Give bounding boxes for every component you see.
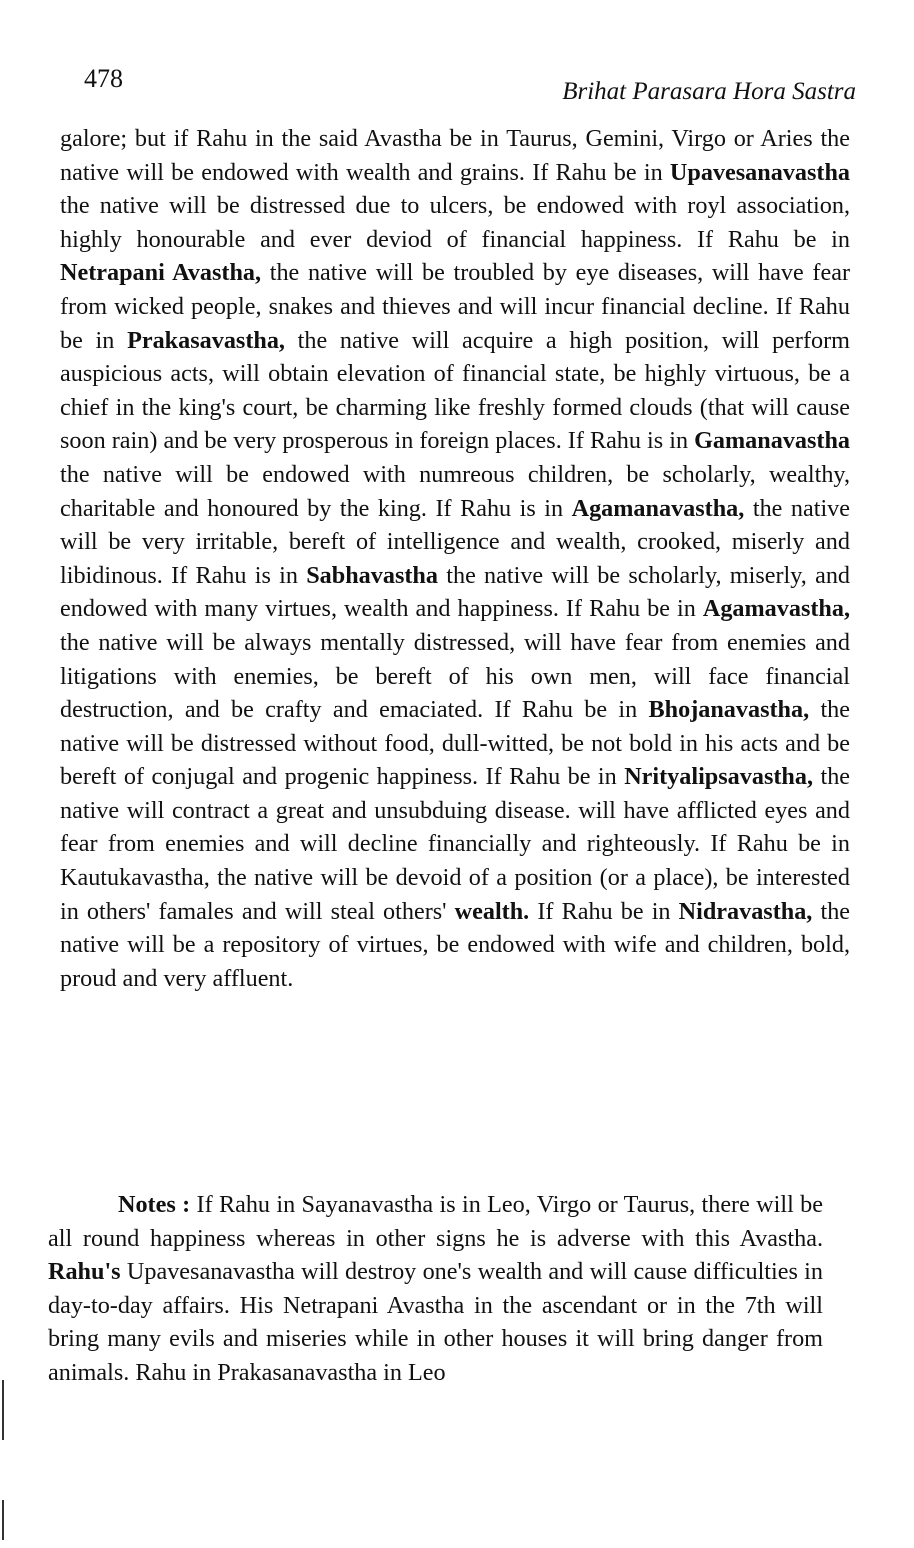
main-paragraph	[60, 122, 850, 995]
running-head: Brihat Parasara Hora Sastra	[562, 78, 856, 105]
avastha-term: Prakasavastha,	[127, 326, 285, 354]
text-run: the native will be distressed without food, dull-witted, be not bold in his acts and be bereft of conjugal and progenic happiness. If Rahu be in	[60, 696, 851, 791]
bold-term: Rahu's	[48, 1258, 121, 1286]
avastha-term: Nidravastha,	[678, 897, 813, 925]
text-run: If Rahu in Sayanavastha is in Leo, Virgo or Taurus, there will be all round happiness whereas in other signs he is adverse with this Avastha.	[48, 1191, 823, 1252]
avastha-term: Bhojanavastha,	[648, 696, 810, 724]
text-run: the native will be scholarly, miserly, and endowed with many virtues, wealth and happiness. If Rahu be in	[60, 561, 851, 623]
bold-term: wealth.	[454, 897, 530, 925]
text-run: the native will be very irritable, bereft of intelligence and wealth, crooked, miserly and libidinous. If Rahu is in	[60, 494, 851, 589]
text-run: Upavesanavastha will destroy one's wealth and will cause difficulties in day-to-day affairs. His Netrapani Avastha in the ascendant or in the 7th will bring many evils and miseries while in other houses it will bring danger from animals. Rahu in Prakasanavastha in Leo	[48, 1258, 823, 1386]
scan-edge-mark	[2, 1500, 4, 1540]
text-run: the native will contract a great and unsubduing disease. will have afflicted eyes and fear from enemies and will decline financially and righteously. If Rahu be in Kautukavastha, the native will be devoid of a position (or a place), be interested in others' famales and will steal others'	[60, 763, 851, 925]
notes-label: Notes :	[118, 1191, 191, 1218]
text-run: the native will be troubled by eye diseases, will have fear from wicked people, snakes and thieves and will incur financial decline. If Rahu be in	[60, 259, 851, 354]
avastha-term: Gamanavastha	[694, 427, 850, 455]
avastha-term: Sabhavastha	[306, 561, 438, 589]
avastha-term: Agamanavastha,	[571, 494, 745, 522]
avastha-term: Nrityalipsavastha,	[624, 763, 813, 791]
scan-edge-mark	[2, 1380, 4, 1440]
page-number: 478	[84, 64, 123, 93]
text-run: the native will acquire a high position, will perform auspicious acts, will obtain elevation of financial state, be highly virtuous, be a chief in the king's court, be charming like freshly formed clouds (that will cause soon rain) and be very prosperous in foreign places. If Rahu is in	[60, 326, 850, 455]
text-run: If Rahu be in	[537, 897, 671, 925]
notes-paragraph	[48, 1188, 823, 1390]
avastha-term: Agamavastha,	[702, 595, 851, 623]
text-run: the native will be endowed with numreous children, be scholarly, wealthy, charitable and honoured by the king. If Rahu is in	[60, 460, 850, 522]
avastha-term: Upavesanavastha	[669, 158, 851, 186]
text-run: galore; but if Rahu in the said Avastha be in Taurus, Gemini, Virgo or Aries the native will be endowed with wealth and grains. If Rahu be in	[60, 125, 850, 186]
text-run: the native will be a repository of virtues, be endowed with wife and children, bold, proud and very affluent.	[60, 897, 851, 992]
avastha-term: Netrapani Avastha,	[60, 259, 262, 287]
text-run: the native will be distressed due to ulcers, be endowed with royl association, highly honourable and ever deviod of financial happiness. If Rahu be in	[60, 192, 850, 253]
text-run: the native will be always mentally distressed, will have fear from enemies and litigations with enemies, be bereft of his own men, will face financial destruction, and be crafty and emaciated. If Rahu be in	[60, 628, 850, 724]
